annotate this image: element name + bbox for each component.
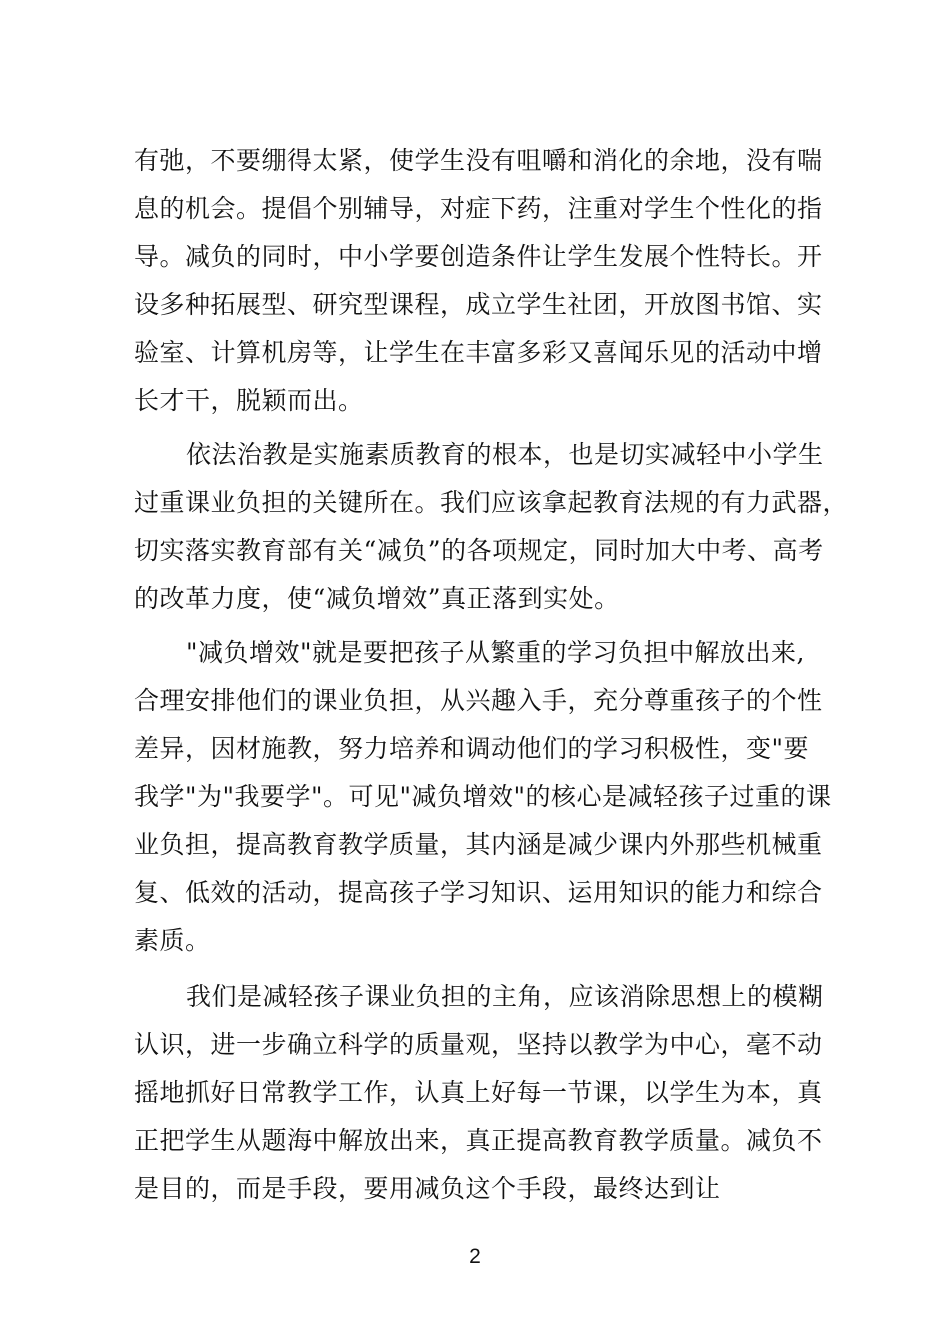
paragraph-3-line-6: 复、低效的活动，提高孩子学习知识、运用知识的能力和综合: [134, 878, 823, 907]
paragraph-3-line-1: "减负增效"就是要把孩子从繁重的学习负担中解放出来,: [186, 638, 805, 667]
paragraph-2-line-3: 切实落实教育部有关“减负”的各项规定，同时加大中考、高考: [134, 536, 824, 565]
paragraph-3-line-2: 合理安排他们的课业负担，从兴趣入手，充分尊重孩子的个性: [134, 686, 823, 715]
paragraph-4-line-2: 认识，进一步确立科学的质量观，坚持以教学为中心，毫不动: [134, 1030, 823, 1059]
paragraph-4-line-3: 摇地抓好日常教学工作，认真上好每一节课，以学生为本，真: [134, 1078, 823, 1107]
paragraph-1-line-2: 息的机会。提倡个别辅导，对症下药，注重对学生个性化的指: [134, 194, 823, 223]
paragraph-1-line-3: 导。减负的同时，中小学要创造条件让学生发展个性特长。开: [134, 242, 823, 271]
paragraph-4-line-5: 是目的，而是手段，要用减负这个手段，最终达到让: [134, 1174, 721, 1203]
paragraph-3-line-7: 素质。: [134, 926, 211, 955]
paragraph-4-line-4: 正把学生从题海中解放出来，真正提高教育教学质量。减负不: [134, 1126, 823, 1155]
paragraph-3-line-3: 差异，因材施教，努力培养和调动他们的学习积极性，变"要: [134, 734, 810, 763]
paragraph-1-line-6: 长才干，脱颖而出。: [134, 386, 364, 415]
paragraph-1-line-5: 验室、计算机房等，让学生在丰富多彩又喜闻乐见的活动中增: [134, 338, 823, 367]
paragraph-2-line-2: 过重课业负担的关键所在。我们应该拿起教育法规的有力武器，: [134, 488, 849, 517]
page-number: 2: [469, 1245, 481, 1268]
paragraph-2-line-1: 依法治教是实施素质教育的根本，也是切实减轻中小学生: [186, 440, 824, 469]
paragraph-2-line-4: 的改革力度，使“减负增效”真正落到实处。: [134, 584, 620, 613]
paragraph-1-line-1: 有弛，不要绷得太紧，使学生没有咀嚼和消化的余地，没有喘: [134, 146, 823, 175]
paragraph-3-line-4: 我学"为"我要学"。可见"减负增效"的核心是减轻孩子过重的课: [134, 782, 832, 811]
paragraph-4-line-1: 我们是减轻孩子课业负担的主角，应该消除思想上的模糊: [186, 982, 824, 1011]
paragraph-3-line-5: 业负担，提高教育教学质量，其内涵是减少课内外那些机械重: [134, 830, 823, 859]
paragraph-1-line-4: 设多种拓展型、研究型课程，成立学生社团，开放图书馆、实: [134, 290, 823, 319]
